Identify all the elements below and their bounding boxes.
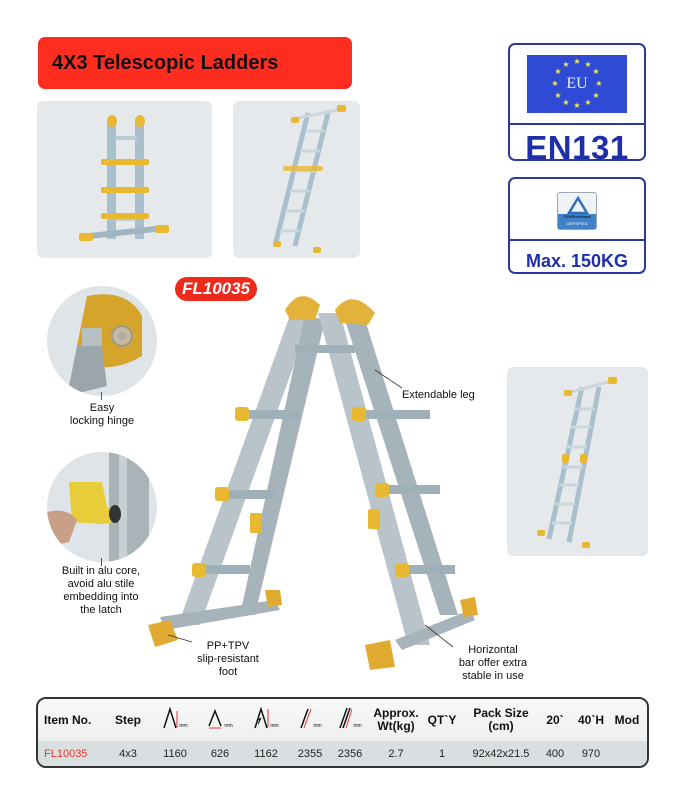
title-banner [38, 37, 352, 89]
spec-table [36, 697, 649, 768]
core-callout-line: Built in alu core, [61, 565, 141, 577]
cell-qty: 1 [438, 748, 446, 760]
unit-label: mm [353, 722, 362, 729]
cell-a-frame-base: 626 [210, 748, 230, 760]
main-ladder-image [140, 285, 500, 685]
cell-tuv-mark [642, 747, 649, 763]
core-callout-line: embedding into [63, 591, 139, 603]
unit-label: mm [270, 722, 279, 729]
header-pack-line: (cm) [488, 719, 514, 733]
foot-callout [183, 640, 273, 679]
tuv-certification [508, 177, 646, 274]
header-weight-line: Approx. [373, 706, 419, 720]
foot-callout-line: PP+TPV [206, 640, 250, 652]
cell-weight: 2.7 [388, 748, 404, 760]
a-frame-base-icon [207, 707, 223, 729]
header-pack-line: Pack Size [473, 706, 529, 720]
tuv-logo-icon [557, 192, 597, 230]
header-40hq: 40`H [577, 712, 604, 727]
a-frame-height-icon [162, 707, 178, 729]
straight-ladder-icon [298, 707, 312, 729]
photo-extended-ladder [507, 367, 648, 556]
spec-table-header [38, 699, 647, 741]
foot-callout-line: foot [218, 666, 238, 678]
tuv-logo-sub: CERTIFIED [566, 221, 588, 226]
cell-item-no: FL10035 [44, 748, 88, 760]
header-20ft: 20` [546, 712, 564, 727]
hinge-leader-line [101, 392, 102, 400]
ladder-straight-image [233, 101, 360, 258]
stair-height-icon [253, 707, 269, 729]
ladder-extended-image [507, 367, 648, 556]
header-a-frame-height [152, 707, 198, 732]
bar-callout-line: bar offer extra [458, 657, 528, 669]
page-title: 4X3 Telescopic Ladders [52, 51, 279, 74]
hinge-callout-line: locking hinge [69, 415, 135, 427]
header-stair-height [242, 707, 290, 732]
header-pack-size [462, 707, 540, 733]
bar-callout-line: stable in use [462, 670, 524, 682]
cell-step: 4x3 [119, 748, 137, 760]
header-extended-length [330, 707, 370, 732]
cell-pack-size: 92x42x21.5 [472, 748, 530, 760]
header-item-no: Item No. [44, 712, 92, 727]
unit-label: mm [313, 722, 322, 729]
header-weight [370, 707, 422, 733]
cell-40hq: 970 [581, 748, 601, 760]
en131-certification [508, 43, 646, 161]
standard-label: EN131 [525, 129, 629, 161]
core-callout-line: avoid alu stile [67, 578, 135, 590]
cell-extended-length: 2356 [337, 748, 363, 760]
photo-folded-ladder [37, 101, 212, 258]
header-step: Step [114, 712, 141, 727]
table-row [38, 741, 647, 768]
core-callout-line: the latch [80, 604, 122, 616]
bar-callout-line: Horizontal [468, 644, 518, 656]
extendable-leg-callout [402, 389, 475, 402]
eu-flag-icon: EU ★ ★ ★ ★ ★ ★ ★ ★ ★ ★ ★ ★ [527, 55, 627, 113]
header-straight-length [290, 707, 330, 732]
eu-flag-text: EU [566, 75, 588, 92]
leg-callout-line: Extendable leg [402, 389, 475, 401]
hinge-callout-line: Easy [89, 402, 115, 414]
header-mod: Mod [614, 712, 640, 727]
photo-straight-ladder [233, 101, 360, 258]
horizontal-bar-callout [448, 644, 538, 683]
extended-ladder-icon [338, 707, 352, 729]
cell-straight-length: 2355 [297, 748, 323, 760]
cell-a-frame-height: 1160 [163, 748, 187, 760]
ladder-folded-image [37, 101, 212, 258]
max-load-label: Max. 150KG [525, 251, 629, 271]
cell-stair-height: 1162 [254, 748, 278, 760]
unit-label: mm [224, 722, 233, 729]
unit-label: mm [179, 722, 188, 729]
header-a-frame-base [198, 707, 242, 732]
hinge-callout [50, 402, 154, 428]
header-weight-line: Wt(kg) [377, 719, 415, 733]
header-qty: QT`Y [427, 712, 457, 727]
model-badge-text: FL10035 [181, 279, 251, 298]
cell-20ft: 400 [545, 748, 565, 760]
tuv-logo-text: TÜVRheinland [563, 214, 591, 219]
foot-callout-line: slip-resistant [197, 653, 259, 665]
